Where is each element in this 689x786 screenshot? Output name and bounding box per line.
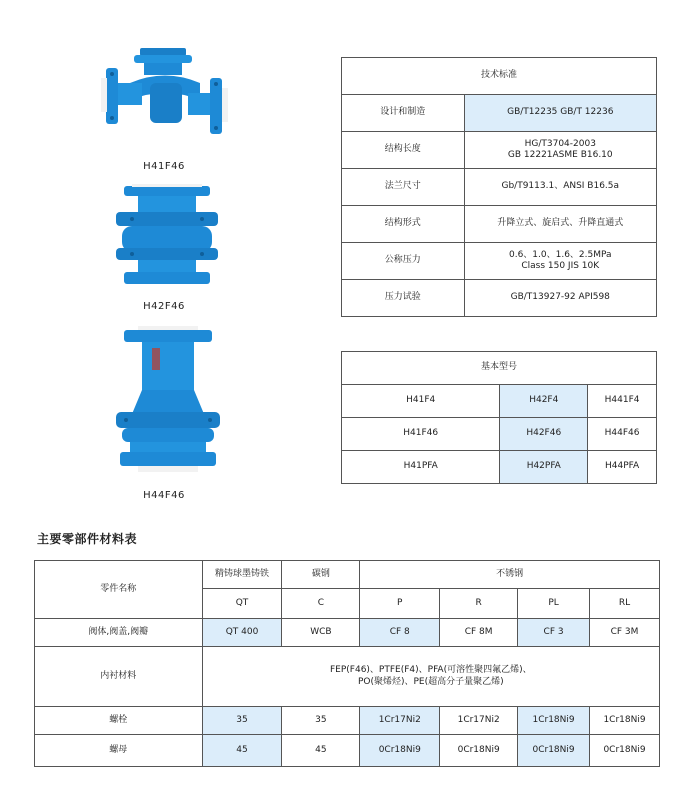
value-line: Class 150 JIS 10K xyxy=(521,261,600,271)
materials-table xyxy=(34,560,660,767)
straight-through-check-valve-image xyxy=(112,326,224,474)
tech-row-value: Gb/T9113.1、ANSI B16.5a xyxy=(464,169,656,206)
model-cell: H41F46 xyxy=(342,418,500,451)
material-group: 精铸球墨铸铁 xyxy=(202,561,282,589)
material-code: C xyxy=(282,589,360,619)
material-cell: 35 xyxy=(282,707,360,735)
model-cell: H42F4 xyxy=(500,385,588,418)
material-group: 不锈钢 xyxy=(360,561,660,589)
material-code: QT xyxy=(202,589,282,619)
row-label: 内衬材料 xyxy=(35,647,203,707)
lining-materials xyxy=(202,647,659,707)
material-cell: CF 8 xyxy=(360,619,440,647)
model-cell: H42PFA xyxy=(500,451,588,484)
product-caption: H44F46 xyxy=(143,490,185,501)
tech-row-value xyxy=(464,243,656,280)
material-cell: 1Cr18Ni9 xyxy=(590,707,660,735)
material-cell: 1Cr17Ni2 xyxy=(440,707,518,735)
tech-row-label: 压力试验 xyxy=(342,280,465,317)
material-code: PL xyxy=(518,589,590,619)
material-cell: 45 xyxy=(202,735,282,767)
tech-row-value xyxy=(464,132,656,169)
material-cell: 0Cr18Ni9 xyxy=(518,735,590,767)
material-cell: 1Cr17Ni2 xyxy=(360,707,440,735)
material-cell: CF 3M xyxy=(590,619,660,647)
material-cell: 1Cr18Ni9 xyxy=(518,707,590,735)
material-cell: 45 xyxy=(282,735,360,767)
tech-row-value: GB/T12235 GB/T 12236 xyxy=(464,95,656,132)
material-code: RL xyxy=(590,589,660,619)
tech-row-value: 升降立式、旋启式、升降直通式 xyxy=(464,206,656,243)
model-cell: H41F4 xyxy=(342,385,500,418)
value-line: 0.6、1.0、1.6、2.5MPa xyxy=(508,249,612,260)
material-code: P xyxy=(360,589,440,619)
material-cell: CF 8M xyxy=(440,619,518,647)
row-label: 螺母 xyxy=(35,735,203,767)
model-cell: H44PFA xyxy=(588,451,657,484)
product-caption: H41F46 xyxy=(143,161,185,172)
lining-line: PO(聚烯烃)、PE(超高分子量聚乙烯) xyxy=(357,676,504,687)
tech-row-label: 结构形式 xyxy=(342,206,465,243)
basic-model-table xyxy=(341,351,657,484)
materials-section-title: 主要零部件材料表 xyxy=(37,532,138,546)
vertical-lift-check-valve-image xyxy=(112,184,222,288)
material-code: R xyxy=(440,589,518,619)
model-cell: H42F46 xyxy=(500,418,588,451)
product-caption: H42F46 xyxy=(143,301,185,312)
material-cell: 0Cr18Ni9 xyxy=(440,735,518,767)
tech-row-label: 结构长度 xyxy=(342,132,465,169)
lining-line: FEP(F46)、PTFE(F4)、PFA(可溶性聚四氟乙烯)、 xyxy=(329,665,532,676)
tech-row-value: GB/T13927-92 API598 xyxy=(464,280,656,317)
row-label: 阀体,阀盖,阀瓣 xyxy=(35,619,203,647)
lift-check-valve-image xyxy=(100,38,230,146)
material-cell: 0Cr18Ni9 xyxy=(360,735,440,767)
model-cell: H441F4 xyxy=(588,385,657,418)
part-name-header: 零件名称 xyxy=(35,561,203,619)
material-cell: QT 400 xyxy=(202,619,282,647)
model-table-header: 基本型号 xyxy=(342,352,657,385)
material-cell: WCB xyxy=(282,619,360,647)
value-line: HG/T3704-2003 xyxy=(524,138,596,149)
model-cell: H41PFA xyxy=(342,451,500,484)
tech-row-label: 法兰尺寸 xyxy=(342,169,465,206)
material-cell: CF 3 xyxy=(518,619,590,647)
material-group: 碳钢 xyxy=(282,561,360,589)
value-line: GB 12221ASME B16.10 xyxy=(507,150,613,160)
material-cell: 0Cr18Ni9 xyxy=(590,735,660,767)
row-label: 螺栓 xyxy=(35,707,203,735)
model-cell: H44F46 xyxy=(588,418,657,451)
material-cell: 35 xyxy=(202,707,282,735)
tech-row-label: 公称压力 xyxy=(342,243,465,280)
tech-row-label: 设计和制造 xyxy=(342,95,465,132)
tech-standards-table xyxy=(341,57,657,317)
tech-table-header: 技术标准 xyxy=(342,58,657,95)
